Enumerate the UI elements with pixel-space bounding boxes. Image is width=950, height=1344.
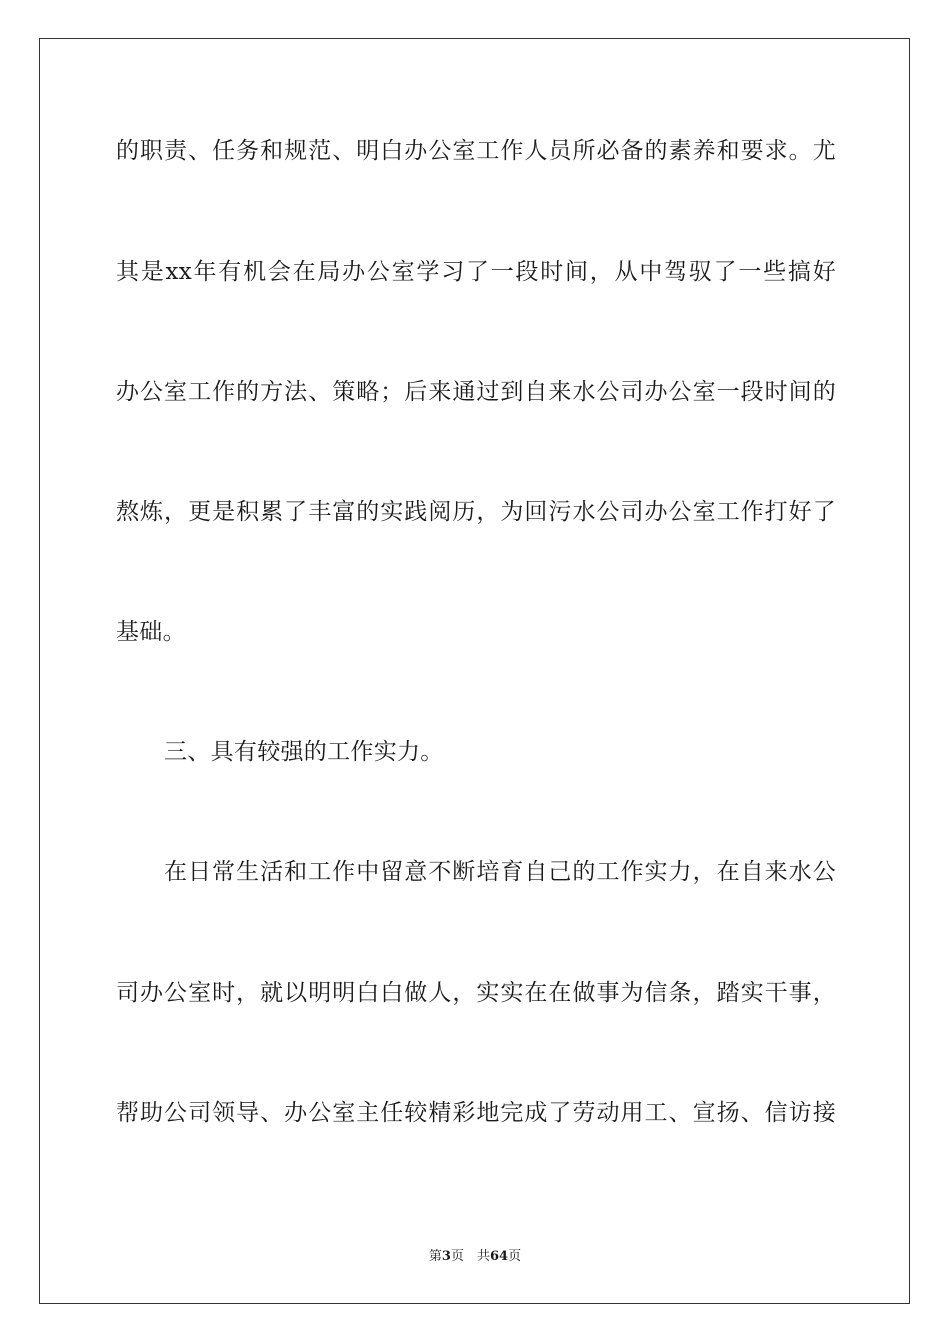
page-footer xyxy=(0,1248,950,1266)
paragraph-line-6: 在日常生活和工作中留意不断培育自己的工作实力，在自来水公 xyxy=(164,859,836,885)
paragraph-line-5: 基础。 xyxy=(116,619,186,645)
paragraph-line-2: 其是xx年有机会在局办公室学习了一段时间，从中驾驭了一些搞好 xyxy=(116,259,836,285)
footer-suffix: 页 xyxy=(508,1249,522,1264)
paragraph-line-4: 熬炼，更是积累了丰富的实践阅历，为回污水公司办公室工作打好了 xyxy=(116,499,836,525)
footer-prefix: 第 xyxy=(428,1249,442,1264)
section-heading: 三、具有较强的工作实力。 xyxy=(164,739,444,765)
footer-total-pages: 64 xyxy=(489,1249,509,1264)
paragraph-line-1: 的职责、任务和规范、明白办公室工作人员所必备的素养和要求。尤 xyxy=(116,138,836,164)
paragraph-line-3: 办公室工作的方法、策略；后来通过到自来水公司办公室一段时间的 xyxy=(116,379,836,405)
footer-middle: 页 共 xyxy=(450,1249,490,1264)
paragraph-line-7: 司办公室时，就以明明白白做人，实实在在做事为信条，踏实干事， xyxy=(116,980,836,1006)
footer-page-number: 3 xyxy=(441,1249,451,1264)
paragraph-line-8: 帮助公司领导、办公室主任较精彩地完成了劳动用工、宣扬、信访接 xyxy=(116,1100,836,1126)
